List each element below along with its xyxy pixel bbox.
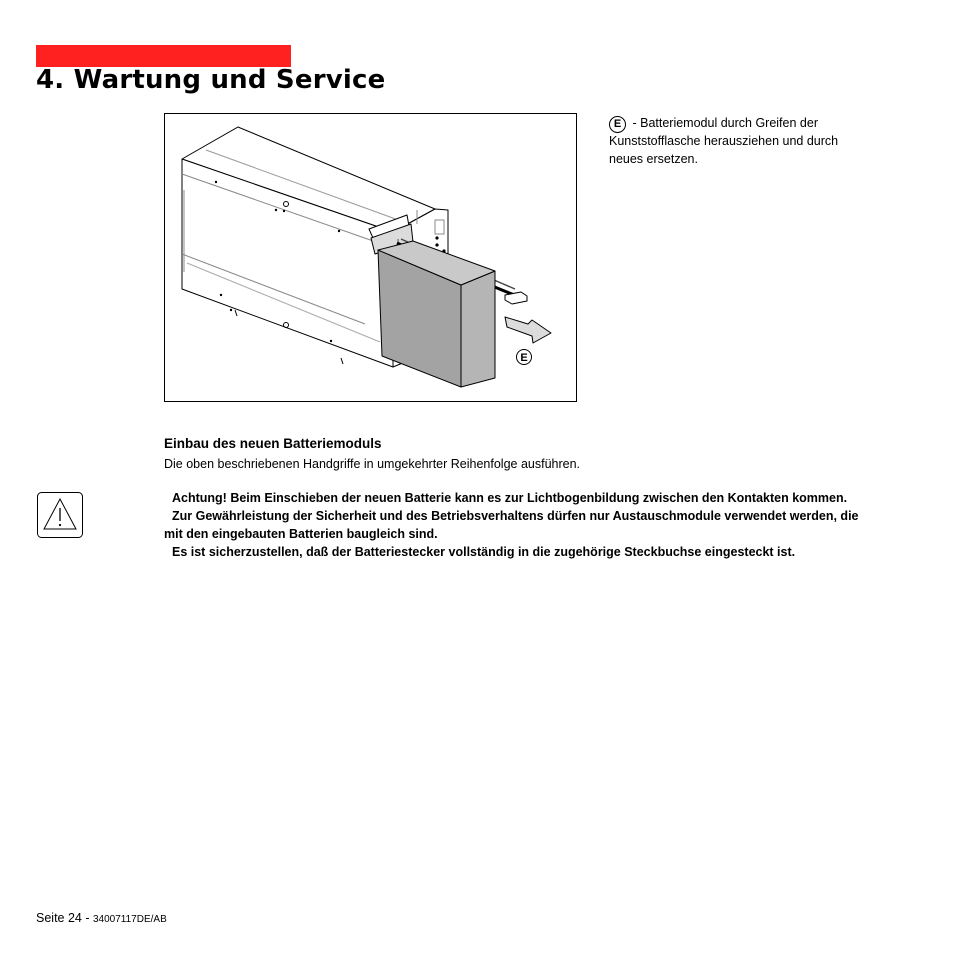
warning-triangle-icon [37,492,83,538]
warning-paragraph: Es ist sicherzustellen, daß der Batteriestecker vollständig in die zugehörige Steckbuchse eingesteckt ist. [172,545,796,559]
step-letter-badge: E [609,116,626,133]
warning-text-block [164,489,864,561]
page-title: 4. Wartung und Service [36,65,386,95]
callout-letter: E [520,352,528,364]
page-footer [36,910,167,928]
step-caption-text: - Batteriemodul durch Greifen der Kunststofflasche herausziehen und durch neues ersetzen. [609,116,839,166]
page-number-label: Seite 24 - [36,911,93,925]
ups-battery-removal-illustration [165,114,576,401]
pull-direction-arrow [505,317,551,343]
battery-removal-figure [164,113,577,402]
battery-side-face [461,271,495,387]
step-caption [609,115,859,168]
section-body-text: Die oben beschriebenen Handgriffe in umgekehrter Reihenfolge ausführen. [164,457,581,471]
warning-paragraph: Achtung! Beim Einschieben der neuen Batterie kann es zur Lichtbogenbildung zwischen den Kontakten kommen. [172,491,848,505]
document-code: 34007117DE/AB [92,914,167,925]
section-heading: Einbau des neuen Batteriemoduls [164,436,382,451]
warning-paragraph: Zur Gewährleistung der Sicherheit und des Betriebsverhaltens dürfen nur Austauschmodule verwendet werden, die mit den eingebauten Batterien baugleich sind. [164,509,859,541]
